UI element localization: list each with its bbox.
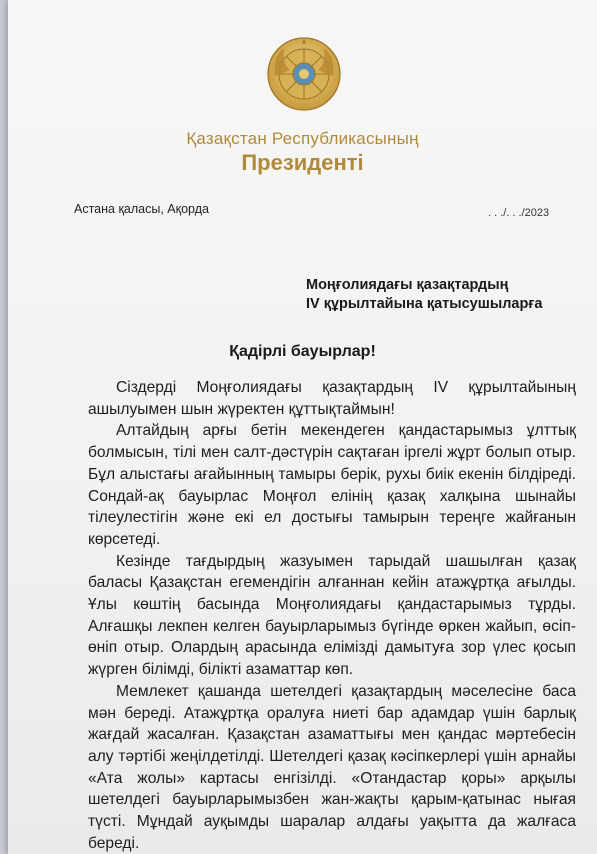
letter-date: . . ./. . ./2023: [488, 207, 550, 219]
body-paragraph: Мемлекет қашанда шетелдегі қазақтардың мәселесіне баса мән береді. Атажұртқа оралуға ниеті бар адамдар үшін барлық жағдай жасалған. Қазақстан азаматтығы мен қандас мәртебесін алу тәртібі жеңілдетілді. Шетелдегі қазақ кәсіпкерлері үшін арнайы «Ата жолы» картасы енгізілді. «Отандастар қоры» арқылы шетелдегі бауырларымызбен жан-жақты қарым-қатынас нығая түсті. Мұндай ауқымды шаралар алдағы уақытта да жалғаса береді.: [88, 682, 576, 852]
addressee-line1: Моңғолиядағы қазақтардың: [306, 277, 509, 293]
salutation: Қадірлі бауырлар!: [229, 343, 376, 360]
letter-page: [8, 0, 597, 854]
body-paragraph: Сіздерді Моңғолиядағы қазақтардың IV құрылтайының ашылуымен шын жүректен құттықтаймын!: [88, 379, 576, 418]
state-emblem-icon: [266, 36, 342, 112]
org-name-line2: Президенті: [241, 150, 364, 175]
body-paragraph: Кезінде тағдырдың жазуымен тарыдай шашылған қазақ баласы Қазақстан егемендігін алғаннан кейін атажұртқа ағылды. Ұлы көштің басында Моңғолиядағы қандастарымыз тұрды. Алғашқы лекпен келген бауырларымыз бүгінде өркен жайып, өсіп-өніп отыр. Олардың арасында елімізді дамытуға зор үлес қосып жүрген білімді, білікті азаматтар көп.: [88, 552, 576, 679]
addressee-line2: IV құрылтайына қатысушыларға: [306, 296, 543, 312]
body-paragraph: Алтайдың арғы бетін мекендеген қандастарымыз ұлттық болмысын, тілі мен салт-дәстүрін сақтаған іргелі жұрт болып отыр. Бұл алыстағы ағайынның тамыры берік, рухы биік екенін білдіреді. Сондай-ақ бауырлас Моңғол елінің қазақ халқына шынайы тілеулестігін және екі ел достығы тамырын тереңге жайғанын көрсетеді.: [88, 422, 576, 548]
addressee: [306, 276, 542, 314]
letter-place: Астана қаласы, Ақорда: [74, 202, 209, 216]
letter-body: [88, 377, 576, 854]
org-name-line1: Қазақстан Республикасының: [186, 129, 419, 148]
